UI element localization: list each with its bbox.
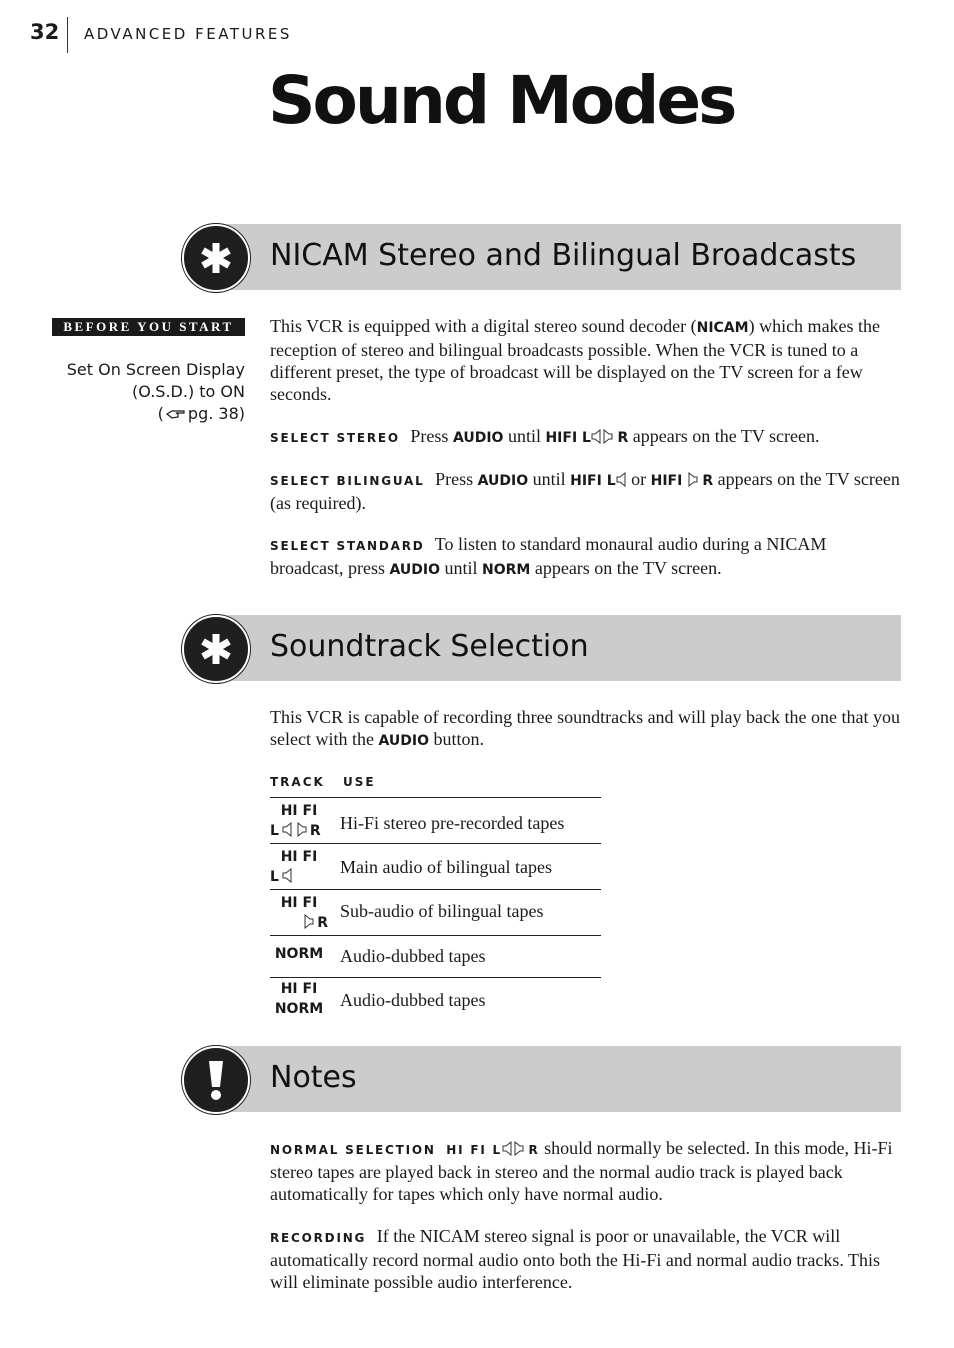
hifi-keyword: HIFI — [650, 473, 683, 489]
speaker-left-icon — [687, 472, 698, 487]
table-row — [270, 936, 601, 978]
l-keyword: L — [270, 823, 279, 839]
speaker-right-icon — [502, 1141, 513, 1156]
normal-selection-label: NORMAL SELECTION — [270, 1143, 436, 1157]
select-standard-para — [270, 533, 902, 581]
hifi-l-keyword: HI FI L — [446, 1143, 503, 1157]
text: This VCR is capable of recording three soundtracks and will play back the one that you select with the — [270, 707, 900, 749]
text: appears on the TV screen. — [534, 558, 722, 578]
track-line: HI FI — [280, 849, 318, 865]
r-keyword: R — [309, 823, 321, 839]
sidebar-line: (O.S.D.) to ON — [132, 382, 245, 401]
exclamation-icon — [182, 1046, 250, 1114]
track-line: HI FI — [280, 895, 318, 911]
before-you-start-label: BEFORE YOU START — [52, 318, 245, 336]
text: appears on the TV screen (as required). — [270, 469, 900, 513]
text: should normally be selected. In this mode, Hi-Fi stereo tapes are played back in stereo and the normal audio track is played back automatically for tapes which only have normal audio. — [270, 1138, 893, 1204]
select-bilingual-para — [270, 468, 902, 514]
header-divider — [67, 17, 68, 53]
track-line — [270, 913, 328, 933]
text: ) which makes the reception of stereo and bilingual broadcasts possible. When the VCR is tuned to a different preset, the type of broadcast will be displayed on the TV screen for a few seconds. — [270, 316, 881, 404]
speaker-right-icon — [282, 868, 293, 883]
open-paren: ( — [157, 404, 164, 423]
section-title: Notes — [270, 1060, 357, 1095]
use-cell: Hi-Fi stereo pre-recorded tapes — [340, 813, 565, 833]
page-ref: pg. 38) — [187, 404, 245, 423]
track-line — [270, 821, 328, 841]
nicam-intro — [270, 315, 902, 405]
r-keyword: R — [617, 430, 629, 446]
speaker-right-icon — [616, 472, 627, 487]
asterisk-icon — [182, 224, 250, 292]
text: Press — [435, 469, 474, 489]
recording-label: RECORDING — [270, 1231, 367, 1245]
table-row — [270, 978, 601, 1024]
speaker-right-icon — [591, 429, 602, 444]
section-bar-notes — [214, 1046, 901, 1112]
text: appears on the TV screen. — [632, 426, 820, 446]
track-cell — [270, 979, 328, 1019]
r-keyword: R — [528, 1143, 540, 1157]
table-row — [270, 844, 601, 890]
track-line: NORM — [274, 946, 324, 962]
speaker-left-icon — [296, 822, 307, 837]
audio-keyword: AUDIO — [477, 473, 529, 489]
table-header — [270, 775, 601, 798]
section-title: Soundtrack Selection — [270, 629, 589, 664]
track-table — [270, 775, 601, 1024]
audio-keyword: AUDIO — [389, 562, 440, 578]
audio-keyword: AUDIO — [452, 430, 504, 446]
before-you-start-text — [40, 359, 245, 425]
r-keyword: R — [317, 915, 328, 931]
hifi-l-keyword: HIFI L — [570, 473, 616, 489]
text: To listen to standard monaural audio during a NICAM broadcast, press — [270, 534, 827, 578]
sidebar-line: Set On Screen Display — [66, 360, 245, 379]
text: until — [507, 426, 541, 446]
page-reference — [40, 403, 245, 425]
pointing-hand-icon — [166, 408, 186, 420]
section-name: ADVANCED FEATURES — [84, 25, 292, 43]
use-cell: Audio-dubbed tapes — [340, 990, 486, 1010]
text: until — [444, 558, 478, 578]
hifi-l-keyword: HIFI L — [545, 430, 591, 446]
recording-para — [270, 1225, 902, 1293]
soundtrack-intro — [270, 706, 902, 752]
nicam-keyword: NICAM — [696, 320, 749, 336]
use-cell: Sub-audio of bilingual tapes — [340, 901, 544, 921]
text: until — [532, 469, 566, 489]
speaker-left-icon — [602, 429, 613, 444]
track-cell — [270, 944, 328, 964]
table-row — [270, 890, 601, 936]
speaker-right-icon — [282, 822, 293, 837]
track-line: NORM — [274, 1001, 324, 1017]
text: If the NICAM stereo signal is poor or unavailable, the VCR will automatically record normal audio onto both the Hi-Fi and normal audio tracks. This will eliminate possible audio interference. — [270, 1226, 881, 1292]
track-line — [270, 867, 328, 887]
track-cell — [270, 847, 328, 887]
norm-keyword: NORM — [482, 562, 531, 578]
page-number: 32 — [30, 20, 60, 44]
section-bar-nicam — [214, 224, 901, 290]
l-keyword: L — [270, 869, 279, 885]
text: Press — [410, 426, 449, 446]
speaker-left-icon — [303, 914, 314, 929]
asterisk-icon — [182, 615, 250, 683]
select-stereo-para — [270, 425, 902, 449]
track-line: HI FI — [280, 803, 318, 819]
column-header-track: TRACK — [270, 775, 325, 789]
table-row — [270, 798, 601, 844]
speaker-left-icon — [513, 1141, 524, 1156]
select-standard-label: SELECT STANDARD — [270, 539, 425, 553]
track-cell — [270, 801, 328, 841]
column-header-use: USE — [343, 775, 376, 789]
section-bar-soundtrack — [214, 615, 901, 681]
text: button. — [433, 729, 484, 749]
use-cell: Main audio of bilingual tapes — [340, 857, 552, 877]
select-stereo-label: SELECT STEREO — [270, 431, 400, 445]
audio-keyword: AUDIO — [378, 733, 429, 749]
text: This VCR is equipped with a digital stereo sound decoder ( — [270, 316, 697, 336]
r-keyword: R — [702, 473, 714, 489]
select-bilingual-label: SELECT BILINGUAL — [270, 474, 425, 488]
use-cell: Audio-dubbed tapes — [340, 946, 486, 966]
normal-selection-para — [270, 1137, 902, 1205]
section-title: NICAM Stereo and Bilingual Broadcasts — [270, 238, 857, 273]
text: or — [631, 469, 647, 489]
track-line: HI FI — [280, 981, 318, 997]
page-title: Sound Modes — [268, 62, 735, 139]
track-cell — [270, 893, 328, 933]
